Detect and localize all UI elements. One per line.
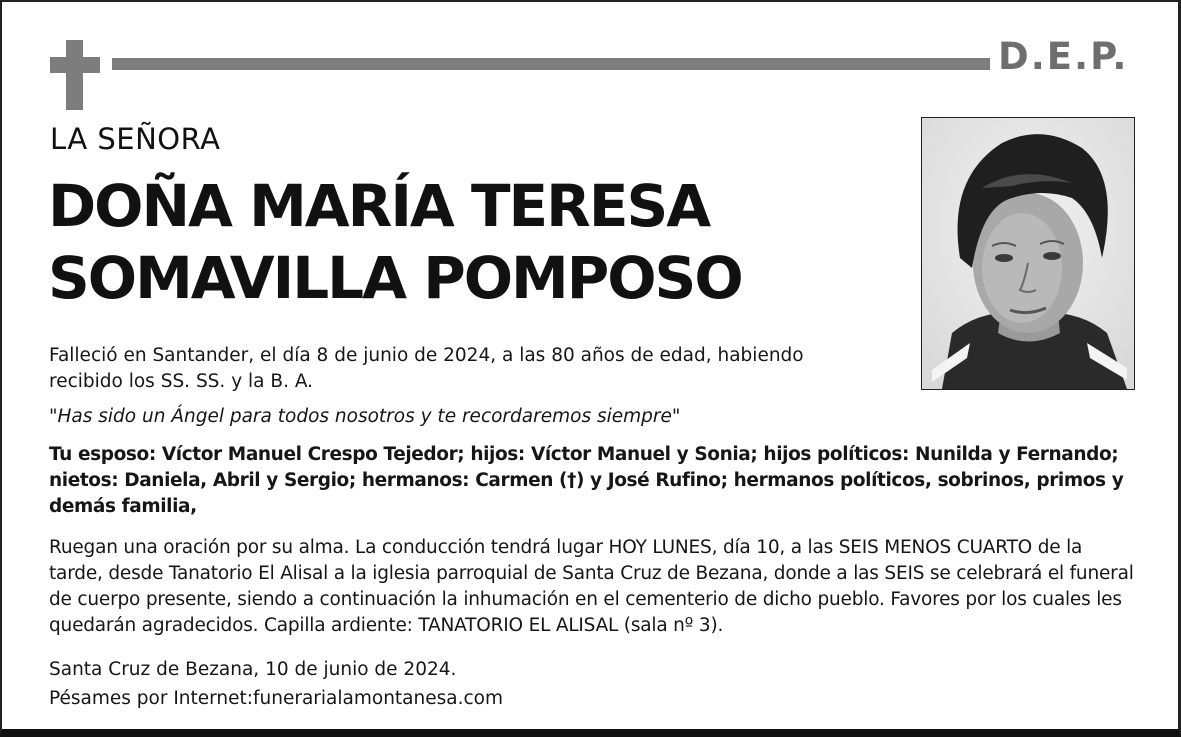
deceased-name-line1: DOÑA MARÍA TERESA: [48, 172, 710, 240]
header-rule: [112, 58, 990, 70]
honorific: LA SEÑORA: [50, 122, 221, 156]
dep-label: D.E.P.: [998, 35, 1129, 78]
portrait-image: [922, 118, 1134, 389]
cross-icon: [66, 40, 83, 110]
cross-icon-bar: [50, 57, 100, 73]
place-date: Santa Cruz de Bezana, 10 de junio de 2024.: [49, 659, 457, 680]
deceased-name-line2: SOMAVILLA POMPOSO: [48, 244, 742, 312]
ceremony-details: Ruegan una oración por su alma. La conducción tendrá lugar HOY LUNES, día 10, a las SEIS MENOS CUARTO de la tarde, desde Tanatorio El Alisal a la iglesia parroquial de Santa Cruz de Bezana, donde a las SEIS se celebrará el funeral de cuerpo presente, siendo a continuación la inhumación en el cementerio de dicho pueblo. Favores por los cuales les quedarán agradecidos. Capilla ardiente: TANATORIO EL ALISAL (sala nº 3).: [49, 537, 1134, 636]
condolences-line: Pésames por Internet:funerarialamontanesa.com: [49, 688, 503, 709]
death-notice: Falleció en Santander, el día 8 de junio de 2024, a las 80 años de edad, habiendo recibido los SS. SS. y la B. A.: [49, 345, 804, 392]
portrait-photo: [921, 117, 1135, 390]
family-list: Tu esposo: Víctor Manuel Crespo Tejedor; hijos: Víctor Manuel y Sonia; hijos políticos: Nunilda y Fernando; nietos: Daniela, Abril y Sergio; hermanos: Carmen (†) y José Rufino; hermanos políticos, sobrinos, primos y demás familia,: [49, 444, 1124, 517]
deceased-name: [48, 170, 742, 314]
memorial-quote: "Has sido un Ángel para todos nosotros y te recordaremos siempre": [49, 406, 681, 427]
